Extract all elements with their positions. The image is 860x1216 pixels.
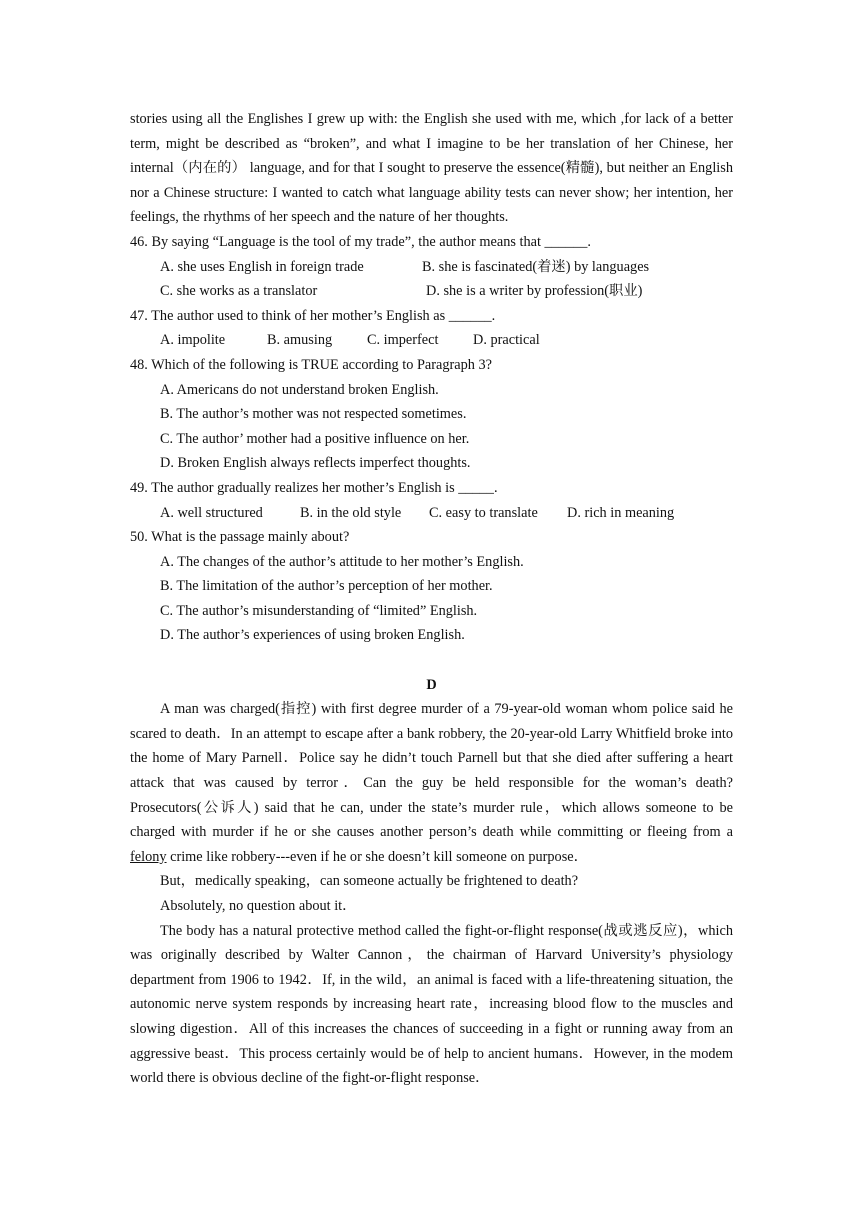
question-46-options-row-2 <box>160 279 733 304</box>
question-49-options-row <box>160 501 733 526</box>
q48-option-d[interactable]: D. Broken English always reflects imperfect thoughts. <box>160 455 471 472</box>
q50-option-b[interactable]: B. The limitation of the author’s perception of her mother. <box>160 578 493 595</box>
q46-option-d[interactable]: D. she is a writer by profession(职业) <box>426 283 643 300</box>
q47-option-b[interactable]: B. amusing <box>267 332 333 349</box>
question-46: 46. By saying “Language is the tool of my trade”, the author means that ______. <box>130 233 591 250</box>
q48-option-b[interactable]: B. The author’s mother was not respected sometimes. <box>160 406 467 423</box>
spacer <box>130 648 733 673</box>
section-d-paragraph-4: The body has a natural protective method called the fight-or-flight response(战或逃反应)，which was originally described by Walter Cannon，the chairman of Harvard University’s physiology department from 1906 to 1942．If, in the wild，an animal is faced with a life-threatening situation, the autonomic nerve system responds by increasing heart rate，increasing blood flow to the muscles and slowing digestion．All of this increases the chances of succeeding in a fight or running away from an aggressive beast．This process certainly would be of help to ancient humans．However, in the modem world there is obvious decline of the fight-or-flight response． <box>130 922 733 1087</box>
q49-option-d[interactable]: D. rich in meaning <box>567 504 675 521</box>
question-47-options-row <box>160 328 733 353</box>
document-page <box>130 107 733 1091</box>
question-46-options-row-1 <box>160 255 733 280</box>
q50-option-a[interactable]: A. The changes of the author’s attitude to her mother’s English. <box>160 553 524 570</box>
q48-option-c[interactable]: C. The author’ mother had a positive influence on her. <box>160 430 470 447</box>
paragraph-1-text: A man was charged(指控) with first degree murder of a 79-year-old woman whom police said he scared to death．In an attempt to escape after a bank robbery, the 20-year-old Larry Whitfield broke into the home of Mary Parnell．Police say he didn’t touch Parnell but that she died after suffering a heart attack that was caused by terror．Can the guy be held responsible for the woman’s death? Prosecutors(公诉人) said that he can, under the state’s murder rule，which allows someone to be charged with murder if he or she causes another person’s death while committing or fleeing from a <box>130 701 733 841</box>
q50-option-d[interactable]: D. The author’s experiences of using broken English. <box>160 627 465 644</box>
q49-option-c[interactable]: C. easy to translate <box>429 504 538 521</box>
paragraph-1-text-end: crime like robbery---even if he or she doesn’t kill someone on purpose． <box>166 848 588 865</box>
section-d-title: D <box>426 676 437 693</box>
intro-paragraph: stories using all the Englishes I grew up with: the English she used with me, which ,for lack of a better term, might be described as “broken”, and what I imagine to be her translation of her Chinese, her internal（内在的） language, and for that I sought to preserve the essence(精髓), but neither an English nor a Chinese structure: I wanted to catch what language ability tests can never show; her intention, her feelings, the rhythms of her speech and the nature of her thoughts. <box>130 111 733 226</box>
q46-option-b[interactable]: B. she is fascinated(着迷) by languages <box>422 258 650 275</box>
q48-option-a[interactable]: A. Americans do not understand broken English. <box>160 381 439 398</box>
q50-option-c[interactable]: C. The author’s misunderstanding of “limited” English. <box>160 602 478 619</box>
q47-option-d[interactable]: D. practical <box>473 332 540 349</box>
q47-option-c[interactable]: C. imperfect <box>367 332 439 349</box>
q47-option-a[interactable]: A. impolite <box>160 332 226 349</box>
question-48: 48. Which of the following is TRUE according to Paragraph 3? <box>130 356 492 373</box>
question-47: 47. The author used to think of her mother’s English as ______. <box>130 307 496 324</box>
question-50: 50. What is the passage mainly about? <box>130 529 350 546</box>
question-49: 49. The author gradually realizes her mother’s English is _____. <box>130 479 498 496</box>
q46-option-a[interactable]: A. she uses English in foreign trade <box>160 258 364 275</box>
underlined-word-felony: felony <box>130 848 167 865</box>
section-d-paragraph-3: Absolutely, no question about it． <box>160 898 357 914</box>
q49-option-a[interactable]: A. well structured <box>160 504 263 521</box>
q46-option-c[interactable]: C. she works as a translator <box>160 283 318 300</box>
section-d-paragraph-1 <box>130 697 733 869</box>
section-d-paragraph-2: But，medically speaking，can someone actually be frightened to death? <box>160 873 579 890</box>
q49-option-b[interactable]: B. in the old style <box>300 504 402 521</box>
